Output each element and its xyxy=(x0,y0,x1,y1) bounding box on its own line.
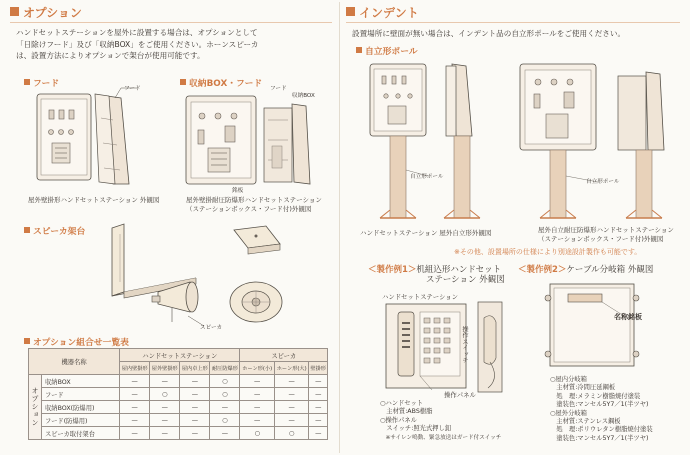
table-cell: — xyxy=(309,401,328,414)
table-cell: — xyxy=(309,375,328,388)
table-row xyxy=(29,427,328,440)
table-cell: — xyxy=(274,401,308,414)
example1-title-line2: ステーション 外観図 xyxy=(426,275,505,285)
table-row xyxy=(29,375,328,388)
square-bullet-icon xyxy=(180,79,186,85)
table-cell: ○ xyxy=(210,388,240,401)
table-cell: — xyxy=(150,427,180,440)
column-header: ホーン形(小) xyxy=(240,362,274,375)
example2-specs xyxy=(550,376,653,443)
box-hood-callout-plate: 銘板 xyxy=(232,188,244,194)
square-bullet-icon xyxy=(24,338,30,344)
spec-line: ○ハンドセット xyxy=(380,400,424,407)
table-cell: — xyxy=(180,375,210,388)
cable-branch-box-diagram xyxy=(538,278,642,374)
square-bullet-icon xyxy=(24,227,30,233)
hood-heading: フード xyxy=(24,76,59,89)
table-cell: — xyxy=(240,401,274,414)
spec-line: 主材質:冷間圧延鋼板 xyxy=(550,384,616,392)
square-bullet-icon xyxy=(356,47,362,53)
combo-heading: オプション組合せ一覧表 xyxy=(24,335,129,348)
table-cell: ○ xyxy=(274,427,308,440)
pole-station-diagram xyxy=(366,58,508,226)
spec-line: 塗装色:マンセル5Y7／1(半ツヤ) xyxy=(550,434,649,442)
example1-callout-panel: 操作パネル xyxy=(444,391,476,399)
row-name: 収納BOX xyxy=(42,375,120,388)
caption-line: （ステーションボックス・フード付)外観図 xyxy=(538,234,664,243)
column-header: 屋内壁掛形 xyxy=(120,362,150,375)
table-cell: — xyxy=(150,401,180,414)
table-cell: — xyxy=(274,388,308,401)
pole-callout-left: 自立形ポール xyxy=(410,174,444,180)
table-row xyxy=(29,401,328,414)
spec-line: ○操作パネル xyxy=(380,416,417,424)
title-underline xyxy=(346,22,680,23)
table-cell: — xyxy=(210,401,240,414)
table-cell: ○ xyxy=(240,427,274,440)
spec-line: ※サイレン鳴動、緊急放送はガード付スイッチ xyxy=(380,434,502,441)
spec-line: 処 理:ポリウレタン樹脂焼付塗装 xyxy=(550,426,653,434)
table-cell: — xyxy=(309,414,328,427)
table-cell: — xyxy=(180,401,210,414)
square-bullet-icon xyxy=(10,7,19,16)
speaker-callout: スピーカ xyxy=(200,325,223,331)
table-cell: — xyxy=(120,375,150,388)
example2-tag: ＜製作例2＞ xyxy=(518,265,567,275)
table-cell: — xyxy=(274,414,308,427)
table-cell: — xyxy=(309,427,328,440)
hood-callout: フード xyxy=(124,86,141,92)
spec-line: ○屋外分岐箱 xyxy=(550,409,587,417)
table-cell: ○ xyxy=(210,375,240,388)
box-hood-callout-box: 収納BOX xyxy=(292,93,315,99)
table-cell: — xyxy=(240,388,274,401)
table-cell: — xyxy=(120,414,150,427)
table-cell: — xyxy=(120,401,150,414)
table-cell: — xyxy=(309,388,328,401)
square-bullet-icon xyxy=(24,79,30,85)
square-bullet-icon xyxy=(346,7,355,16)
table-cell: — xyxy=(150,375,180,388)
example1-callout-station: ハンドセットステーション xyxy=(382,293,459,301)
example2-callout-plate: 名称銘板 xyxy=(614,313,642,321)
table-cell: — xyxy=(240,414,274,427)
pole-callout-right: 自立形ポール xyxy=(586,179,620,185)
row-name: スピーカ取付架台 xyxy=(42,427,120,440)
pole-explosion-proof-diagram xyxy=(514,58,682,226)
speaker-stand-plate-diagram xyxy=(228,222,288,280)
indent-intro: 設置場所に壁面が無い場合は、インデント品の自立形ポールをご使用ください。 xyxy=(352,29,626,38)
column-divider xyxy=(339,2,340,453)
column-header: 耐圧防爆形 xyxy=(210,362,240,375)
option-section-title: オプション xyxy=(10,4,82,21)
wall-speaker-diagram xyxy=(226,278,286,328)
row-name: 収納BOX(防爆用) xyxy=(42,401,120,414)
table-cell: — xyxy=(180,414,210,427)
option-side-label: オプション xyxy=(29,375,42,440)
desk-station-diagram xyxy=(380,298,530,398)
column-header: ホーン形(大) xyxy=(274,362,308,375)
caption-line: （ステーションボックス・フード付)外観図 xyxy=(186,204,312,213)
option-combo-table xyxy=(28,348,328,440)
spec-line: スイッチ:照光式押し釦 xyxy=(380,425,452,433)
intro-line: は、設置方法によりオプションで架台が使用可能です。 xyxy=(16,51,205,60)
title-underline xyxy=(10,22,332,23)
pole-note: ※その他、設置場所の仕様により別途設計製作も可能です。 xyxy=(454,248,642,256)
row-name: フード(防爆用) xyxy=(42,414,120,427)
column-header: 屋外壁掛形 xyxy=(150,362,180,375)
table-cell: ○ xyxy=(150,388,180,401)
column-header: 壁掛形 xyxy=(309,362,328,375)
table-cell: — xyxy=(150,414,180,427)
spec-line: 処 理:メラミン樹脂焼付塗装 xyxy=(550,392,641,400)
equipment-label: 機器名称 xyxy=(29,349,120,375)
table-row xyxy=(29,388,328,401)
spec-line: 塗装色:マンセル5Y7／1(半ツヤ) xyxy=(550,401,649,409)
pole-heading: 自立形ポール xyxy=(356,44,418,57)
table-cell: — xyxy=(240,375,274,388)
table-cell: — xyxy=(210,427,240,440)
speaker-stand-heading: スピーカ架台 xyxy=(24,224,85,237)
table-cell: — xyxy=(120,388,150,401)
table-cell: ○ xyxy=(210,414,240,427)
table-header-row xyxy=(29,349,328,362)
box-hood-heading: 収納BOX・フード xyxy=(180,76,262,89)
row-name: フード xyxy=(42,388,120,401)
example1-specs xyxy=(380,400,501,442)
box-hood-diagram xyxy=(180,90,330,190)
group-station: ハンドセットステーション xyxy=(120,349,240,362)
intro-line: 「日除けフード」及び「収納BOX」をご使用ください。ホーンスピーカ xyxy=(16,39,259,49)
caption-line: 屋外壁掛耐圧防爆形ハンドセットステーション xyxy=(186,196,322,204)
box-hood-caption xyxy=(186,196,322,213)
example1-title: ＜製作例1＞机組込形ハンドセット ステーション 外観図 xyxy=(368,265,505,285)
group-speaker: スピーカ xyxy=(240,349,328,362)
pole-caption-right xyxy=(538,226,674,243)
example2-title: ＜製作例2＞ケーブル分岐箱 外観図 xyxy=(518,265,654,275)
spec-line: ○屋内分岐箱 xyxy=(550,376,587,383)
example1-tag: ＜製作例1＞ xyxy=(368,265,417,275)
indent-section-title: インデント xyxy=(346,4,419,21)
table-cell: — xyxy=(274,375,308,388)
table-row xyxy=(29,414,328,427)
option-intro xyxy=(16,27,259,62)
spec-line: 主材質:ステンレス鋼板 xyxy=(550,418,621,426)
table-cell: — xyxy=(120,427,150,440)
table-cell: — xyxy=(180,388,210,401)
column-header: 屋内卓上形 xyxy=(180,362,210,375)
hood-diagram xyxy=(25,88,160,193)
horn-speaker-diagram xyxy=(150,272,230,330)
intro-line: ハンドセットステーションを屋外に設置する場合は、オプションとして xyxy=(16,28,258,37)
hood-caption: 屋外壁掛形ハンドセットステーション 外観図 xyxy=(28,196,160,204)
example1-callout-side: 操作スイッチ xyxy=(461,326,468,364)
spec-line: 主材質:ABS樹脂 xyxy=(380,408,433,416)
table-cell: — xyxy=(180,427,210,440)
pole-caption-left: ハンドセットステーション 屋外自立形外観図 xyxy=(360,229,492,237)
box-hood-callout-hood: フード xyxy=(270,86,287,92)
caption-line: 屋外自立耐圧防爆形ハンドセットステーション xyxy=(538,226,674,234)
